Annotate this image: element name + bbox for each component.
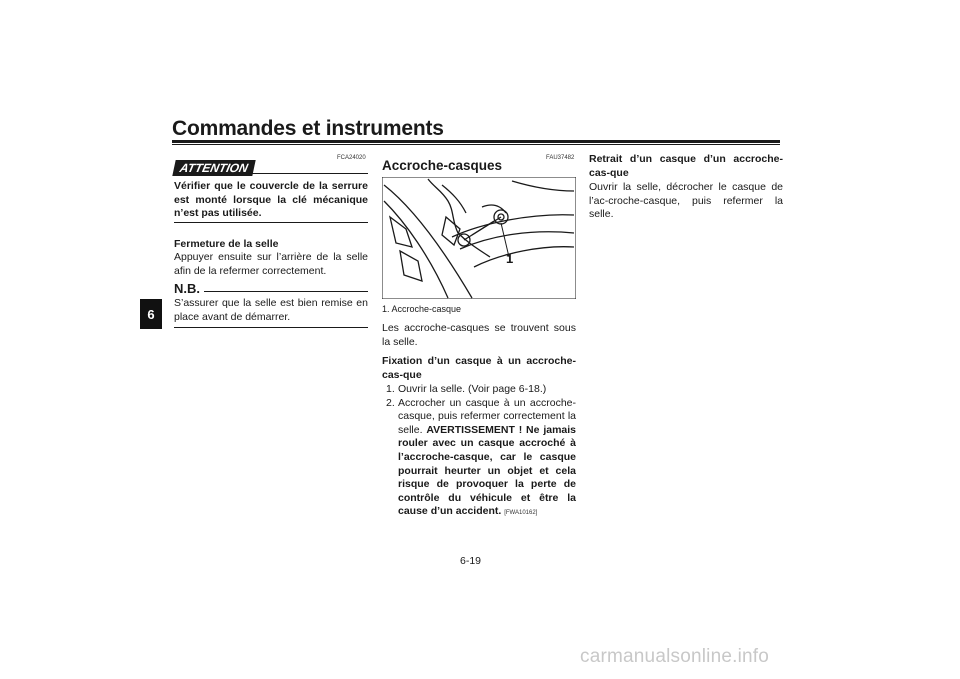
figure-callout-1: 1 xyxy=(506,251,514,266)
attach-helmet-heading: Fixation d’un casque à un accroche-cas-que xyxy=(382,355,576,381)
section-heading: Accroche-casques xyxy=(382,158,503,173)
nb-text: S’assurer que la selle est bien remise en place avant de démarrer. xyxy=(174,297,368,323)
nb-rule-bottom xyxy=(174,327,368,328)
remove-helmet-text: Ouvrir la selle, décrocher le casque de l’ac-croche-casque, puis refermer la selle. xyxy=(589,181,783,221)
attention-label: ATTENTION xyxy=(178,161,250,175)
title-rule-thin xyxy=(172,144,780,145)
list-item: 2. Accrocher un casque à un accroche-casque, puis refermer correctement la selle. AVERTISSEMENT ! Ne jamais rouler avec un casque accroché à l’accroche-casque, car le casque pourrait heurter un objet et cela risque de provoquer la perte de contrôle du véhicule et être la cause d’un accident. [FWA10162] xyxy=(386,396,577,518)
title-rule xyxy=(172,140,780,143)
list-item: 1. Ouvrir la selle. (Voir page 6-18.) xyxy=(386,383,547,395)
attention-rule-top xyxy=(252,173,368,174)
nb-label: N.B. xyxy=(174,281,200,296)
chapter-tab: 6 xyxy=(140,299,162,329)
page-number: 6-19 xyxy=(460,555,482,567)
section-code: FAU37482 xyxy=(546,155,575,161)
watermark: carmanualsonline.info xyxy=(580,646,770,667)
attention-rule-bottom xyxy=(174,222,368,223)
seat-closing-heading: Fermeture de la selle xyxy=(174,238,279,250)
remove-helmet-heading: Retrait d’un casque d’un accroche-cas-que xyxy=(589,153,783,179)
figure-caption: 1. Accroche-casque xyxy=(382,304,462,314)
attention-code: FCA24020 xyxy=(337,155,366,161)
attention-text: Vérifier que le couvercle de la serrure est monté lorsque la clé mécanique n’est pas utilisée. xyxy=(174,180,368,220)
warning-text: AVERTISSEMENT ! Ne jamais rouler avec un casque accroché à l’accroche-casque, car le casque pourrait heurter un objet et cela risque de provoquer la perte de contrôle du véhicule et être la cause d’un accident. xyxy=(398,423,577,518)
attach-steps-list xyxy=(382,383,576,521)
seat-closing-text: Appuyer ensuite sur l’arrière de la selle afin de la refermer correctement. xyxy=(174,251,368,277)
helmet-holder-figure xyxy=(382,177,576,299)
intro-text: Les accroche-casques se trouvent sous la selle. xyxy=(382,322,576,348)
helmet-holder-illustration xyxy=(382,177,576,299)
page-title: Commandes et instruments xyxy=(172,117,444,140)
attention-badge xyxy=(172,160,255,176)
nb-rule-top xyxy=(204,291,368,292)
warning-code: [FWA10162] xyxy=(504,510,538,517)
